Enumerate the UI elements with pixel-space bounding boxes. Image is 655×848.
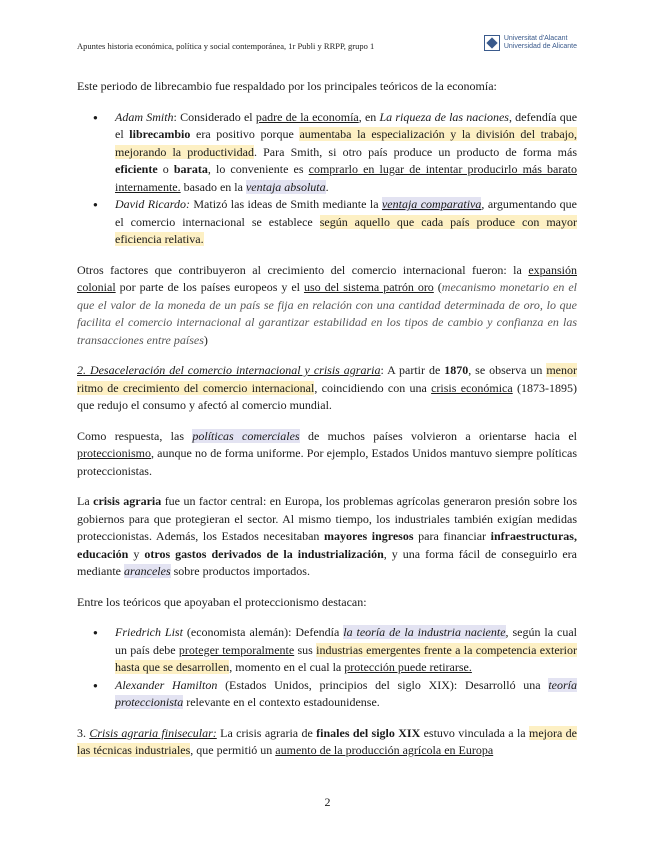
paragraph-protectionism: Como respuesta, las políticas comerciales de muchos países volvieron a orientarse hacia el proteccionismo, aunque no de forma uniforme. Por ejemplo, Estados Unidos mantuvo siempre políticas proteccionistas.: [77, 428, 577, 478]
page-header: [77, 35, 577, 59]
librecambio-theorists-list: [77, 109, 577, 249]
university-logo: [484, 35, 577, 51]
paragraph-other-factors: Otros factores que contribuyeron al crecimiento del comercio internacional fueron: la expansión colonial por parte de los países europeos y el uso del sistema patrón oro (mecanismo monetario en el que el valor de la moneda de un país se fija en relación con una cantidad determinada de oro, lo que facilita el comercio internacional al garantizar estabilidad en los tipos de cambio y confianza en las transacciones entre países): [77, 262, 577, 347]
page-number: 2: [324, 795, 331, 809]
university-seal-icon: [484, 35, 500, 51]
list-item-david-ricardo: ● David Ricardo: Matizó las ideas de Smith mediante la ventaja comparativa, argumentando que el comercio internacional se establece según aquello que cada país produce con mayor eficiencia relativa.: [115, 196, 577, 249]
list-item-friedrich-list: ● Friedrich List (economista alemán): Defendía la teoría de la industria naciente, según la cual un país debe proteger temporalmente sus industrias emergentes frente a la competencia exterior hasta que se desarrollen, momento en el cual la protección puede retirarse.: [115, 624, 577, 677]
header-text: Apuntes historia económica, política y social contemporánea, 1r Publi y RRPP, grupo 1: [77, 41, 375, 51]
document-body: [77, 78, 577, 773]
paragraph-intro: Este periodo de librecambio fue respaldado por los principales teóricos de la economía:: [77, 79, 497, 93]
list-item-adam-smith: ● Adam Smith: Considerado el padre de la economía, en La riqueza de las naciones, defendía que el librecambio era positivo porque aumentaba la especialización y la división del trabajo, mejorando la productividad. Para Smith, si otro país produce un producto de forma más eficiente o barata, lo conveniente es comprarlo en lugar de intentar producirlo más barato internamente. basado en la ventaja absoluta.: [115, 109, 577, 197]
paragraph-section-2: 2. Desaceleración del comercio internacional y crisis agraria: A partir de 1870, se observa un menor ritmo de crecimiento del comercio internacional, coincidiendo con una crisis económica (1873-1895) que redujo el consumo y afectó al comercio mundial.: [77, 363, 577, 412]
paragraph-protectionist-theorists: Entre los teóricos que apoyaban el proteccionismo destacan:: [77, 594, 367, 609]
protectionist-theorists-list: [77, 624, 577, 712]
paragraph-agrarian-crisis: La crisis agraria fue un factor central: en Europa, los problemas agrícolas generaron presión sobre los gobiernos para que protegieran el sector. Al mismo tiempo, los industriales también exigían medidas proteccionistas. Además, los Estados necesitaban mayores ingresos para financiar infraestructuras, educación y otros gastos derivados de la industrialización, y una forma fácil de conseguirlo era mediante aranceles sobre productos importados.: [77, 494, 578, 578]
logo-text: Universitat d'Alacant Universidad de Alicante: [503, 35, 577, 50]
list-item-alexander-hamilton: ● Alexander Hamilton (Estados Unidos, principios del siglo XIX): Desarrolló una teoría proteccionista relevante en el contexto estadounidense.: [115, 677, 577, 712]
paragraph-section-3: 3. Crisis agraria finisecular: La crisis agraria de finales del siglo XIX estuvo vinculada a la mejora de las técnicas industriales, que permitió un aumento de la producción agrícola en Europa: [77, 725, 577, 757]
